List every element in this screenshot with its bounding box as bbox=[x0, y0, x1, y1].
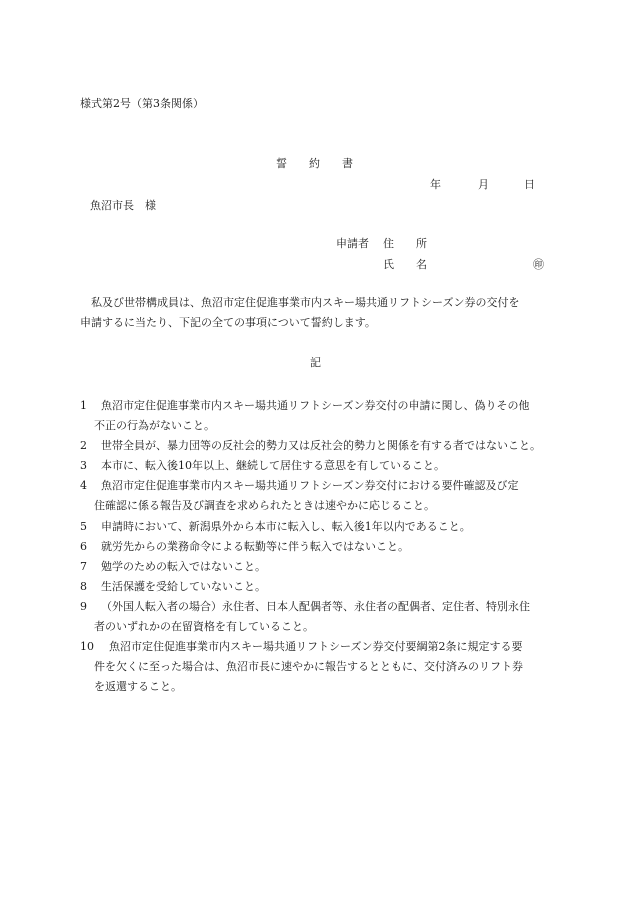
item-text: 勉学のための転入ではないこと。 bbox=[101, 559, 266, 573]
page-title: 誓 約 書 bbox=[276, 157, 353, 170]
intro-line: 私及び世帯構成員は、魚沼市定住促進事業市内スキー場共通リフトシーズン券の交付を bbox=[91, 296, 520, 309]
list-item bbox=[80, 396, 570, 436]
form-label: 様式第2号（第3条関係） bbox=[80, 97, 204, 110]
ki-heading: 記 bbox=[310, 356, 321, 369]
list-item bbox=[80, 557, 570, 577]
item-number: 1 bbox=[80, 399, 87, 412]
list-item bbox=[80, 637, 570, 697]
applicant-label: 申請者 bbox=[336, 237, 369, 250]
item-number: 2 bbox=[80, 439, 87, 453]
date-day-label: 日 bbox=[524, 178, 535, 191]
pledge-list bbox=[80, 396, 570, 697]
item-text: 本市に、転入後10年以上、継続して居住する意思を有していること。 bbox=[101, 459, 445, 473]
item-text: （外国人転入者の場合）永住者、日本人配偶者等、永住者の配偶者、定住者、特別永住 bbox=[101, 599, 530, 613]
item-number: 3 bbox=[80, 459, 87, 473]
item-number: 4 bbox=[80, 479, 87, 493]
item-text: 魚沼市定住促進事業市内スキー場共通リフトシーズン券交付における要件確認及び定 bbox=[101, 479, 519, 493]
item-number: 6 bbox=[80, 539, 87, 553]
list-item bbox=[80, 597, 570, 637]
item-number: 8 bbox=[80, 579, 87, 593]
addressee: 魚沼市長 様 bbox=[90, 199, 156, 212]
list-item bbox=[80, 517, 570, 537]
date-month-label: 月 bbox=[478, 178, 489, 191]
item-text: 件を欠くに至った場合は、魚沼市長に速やかに報告するとともに、交付済みのリフト券 bbox=[94, 660, 523, 674]
item-text: 世帯全員が、暴力団等の反社会的勢力又は反社会的勢力と関係を有する者ではないこと。 bbox=[101, 439, 541, 453]
item-number: 5 bbox=[80, 519, 87, 533]
item-text: 魚沼市定住促進事業市内スキー場共通リフトシーズン券交付要綱第2条に規定する要 bbox=[109, 640, 523, 654]
list-item bbox=[80, 537, 570, 557]
list-item bbox=[80, 456, 570, 476]
name-label: 氏 名 bbox=[383, 258, 427, 271]
item-text: 者のいずれかの在留資格を有していること。 bbox=[94, 620, 314, 634]
item-number: 10 bbox=[80, 640, 94, 654]
item-text: 申請時において、新潟県外から本市に転入し、転入後1年以内であること。 bbox=[101, 519, 471, 533]
item-number: 9 bbox=[80, 599, 87, 613]
list-item bbox=[80, 577, 570, 597]
item-number: 7 bbox=[80, 559, 87, 573]
item-text: 就労先からの業務命令による転勤等に伴う転入ではないこと。 bbox=[101, 539, 409, 553]
list-item bbox=[80, 476, 570, 516]
item-text: を返還すること。 bbox=[94, 680, 182, 694]
date-year-label: 年 bbox=[430, 178, 441, 191]
address-label: 住 所 bbox=[383, 237, 427, 250]
item-text: 不正の行為がないこと。 bbox=[94, 419, 215, 433]
item-text: 住確認に係る報告及び調査を求められたときは速やかに応じること。 bbox=[94, 499, 435, 513]
item-text: 魚沼市定住促進事業市内スキー場共通リフトシーズン券交付の申請に関し、偽りその他 bbox=[101, 399, 530, 412]
intro-line: 申請するに当たり、下記の全ての事項について誓約します。 bbox=[80, 315, 376, 329]
intro-paragraph bbox=[80, 293, 560, 332]
list-item bbox=[80, 436, 570, 456]
item-text: 生活保護を受給していないこと。 bbox=[101, 579, 266, 593]
seal-mark: ㊞ bbox=[533, 258, 544, 271]
